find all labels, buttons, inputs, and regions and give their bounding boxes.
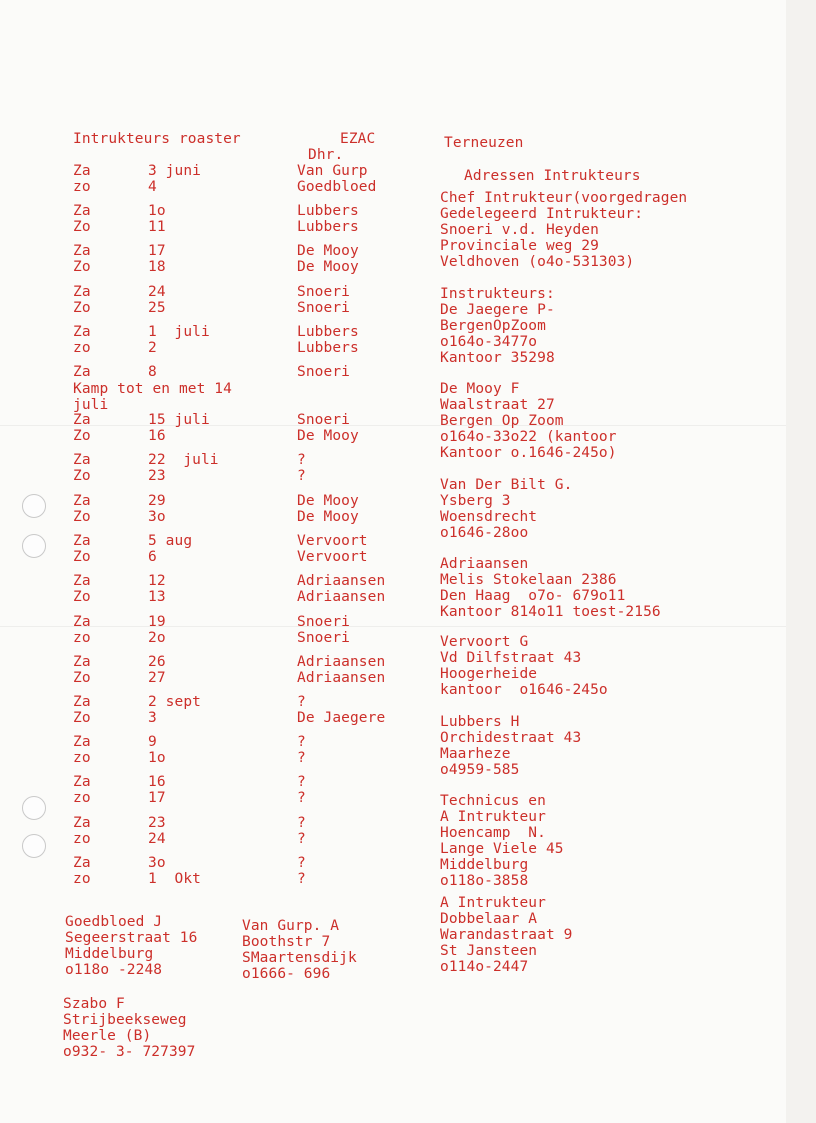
instructor-dobbelaar-block-line: o114o-2447 [440, 959, 529, 975]
schedule-day: Za [73, 855, 91, 871]
schedule-day: Za [73, 694, 91, 710]
schedule-day: zo [73, 871, 91, 887]
schedule-instructor: De Mooy [297, 243, 359, 259]
schedule-instructor: Snoeri [297, 364, 350, 380]
schedule-date: 23 [148, 468, 166, 484]
schedule-day: zo [73, 790, 91, 806]
schedule-day: Za [73, 493, 91, 509]
technician-hoencamp-block-line: Lange Viele 45 [440, 841, 564, 857]
address-szabo-line: Strijbeekseweg [63, 1012, 187, 1028]
instructor-van-der-bilt-block-line: Van Der Bilt G. [440, 477, 573, 493]
instructor-de-jaegere-block-line: Instrukteurs: [440, 286, 555, 302]
schedule-date: 23 [148, 815, 166, 831]
schedule-day: zo [73, 630, 91, 646]
instructor-de-jaegere-block-line: o164o-3477o [440, 334, 538, 350]
schedule-date: 15 juli [148, 412, 210, 428]
schedule-day: Zo [73, 710, 91, 726]
instructor-dobbelaar-block-line: A Intrukteur [440, 895, 546, 911]
chief-instructor-block-line: Snoeri v.d. Heyden [440, 222, 599, 238]
schedule-day: Za [73, 284, 91, 300]
schedule-day: Za [73, 734, 91, 750]
instructor-dobbelaar-block-line: Dobbelaar A [440, 911, 538, 927]
schedule-day: Zo [73, 300, 91, 316]
schedule-date: 9 [148, 734, 157, 750]
schedule-instructor: De Mooy [297, 493, 359, 509]
location: Terneuzen [444, 135, 524, 151]
schedule-day: Zo [73, 259, 91, 275]
schedule-instructor: Adriaansen [297, 573, 386, 589]
schedule-instructor: Snoeri [297, 284, 350, 300]
punch-hole [22, 494, 46, 518]
instructor-adriaansen-block-line: Kantoor 814o11 toest-2156 [440, 604, 661, 620]
schedule-instructor: De Mooy [297, 259, 359, 275]
schedule-day: Za [73, 452, 91, 468]
instructor-dobbelaar-block-line: Warandastraat 9 [440, 927, 573, 943]
schedule-instructor: Snoeri [297, 300, 350, 316]
schedule-date: 2 [148, 340, 157, 356]
schedule-instructor: Snoeri [297, 614, 350, 630]
schedule-day: Za [73, 364, 91, 380]
schedule-date: 16 [148, 774, 166, 790]
schedule-day: Zo [73, 670, 91, 686]
kamp-note-line: Kamp tot en met 14 [73, 381, 232, 397]
schedule-date: 3o [148, 509, 166, 525]
punch-hole [22, 834, 46, 858]
schedule-date: 24 [148, 284, 166, 300]
schedule-instructor: De Mooy [297, 509, 359, 525]
schedule-instructor: ? [297, 694, 306, 710]
instructor-de-mooy-block-line: Waalstraat 27 [440, 397, 555, 413]
schedule-date: 16 [148, 428, 166, 444]
schedule-day: Za [73, 324, 91, 340]
kamp-note-line: juli [73, 397, 109, 413]
technician-hoencamp-block-line: A Intrukteur [440, 809, 546, 825]
schedule-day: zo [73, 750, 91, 766]
technician-hoencamp-block-line: Hoencamp N. [440, 825, 546, 841]
schedule-date: 11 [148, 219, 166, 235]
address-van-gurp-line: Boothstr 7 [242, 934, 331, 950]
instructor-lubbers-block-line: Orchidestraat 43 [440, 730, 582, 746]
instructor-vervoort-block-line: Vervoort G [440, 634, 529, 650]
schedule-instructor: Goedbloed [297, 179, 377, 195]
technician-hoencamp-block-line: o118o-3858 [440, 873, 529, 889]
schedule-date: 2o [148, 630, 166, 646]
schedule-instructor: Adriaansen [297, 589, 386, 605]
address-van-gurp-line: SMaartensdijk [242, 950, 357, 966]
schedule-instructor: Snoeri [297, 630, 350, 646]
instructor-de-mooy-block-line: o164o-33o22 (kantoor [440, 429, 617, 445]
schedule-date: 26 [148, 654, 166, 670]
schedule-date: 8 [148, 364, 157, 380]
dhr-label: Dhr. [308, 147, 344, 163]
instructor-de-mooy-block-line: Kantoor o.1646-245o) [440, 445, 617, 461]
schedule-date: 3o [148, 855, 166, 871]
schedule-day: Zo [73, 468, 91, 484]
schedule-instructor: Lubbers [297, 324, 359, 340]
instructor-de-jaegere-block-line: De Jaegere P- [440, 302, 555, 318]
schedule-day: Za [73, 774, 91, 790]
schedule-instructor: ? [297, 790, 306, 806]
schedule-date: 5 aug [148, 533, 193, 549]
schedule-date: 3 juni [148, 163, 201, 179]
instructor-van-der-bilt-block-line: Woensdrecht [440, 509, 538, 525]
schedule-date: 17 [148, 243, 166, 259]
instructor-vervoort-block-line: Vd Dilfstraat 43 [440, 650, 582, 666]
chief-instructor-block-line: Veldhoven (o4o-531303) [440, 254, 635, 270]
schedule-instructor: ? [297, 831, 306, 847]
instructor-adriaansen-block-line: Den Haag o7o- 679o11 [440, 588, 626, 604]
schedule-date: 27 [148, 670, 166, 686]
address-van-gurp-line: Van Gurp. A [242, 918, 340, 934]
schedule-day: Za [73, 203, 91, 219]
schedule-instructor: De Mooy [297, 428, 359, 444]
instructor-vervoort-block-line: Hoogerheide [440, 666, 538, 682]
schedule-instructor: Lubbers [297, 203, 359, 219]
punch-hole [22, 534, 46, 558]
schedule-instructor: Van Gurp [297, 163, 368, 179]
schedule-date: 17 [148, 790, 166, 806]
instructor-lubbers-block-line: o4959-585 [440, 762, 520, 778]
instructor-de-mooy-block-line: De Mooy F [440, 381, 520, 397]
address-goedbloed-line: Goedbloed J [65, 914, 163, 930]
schedule-instructor: Adriaansen [297, 654, 386, 670]
schedule-day: Za [73, 533, 91, 549]
schedule-instructor: Vervoort [297, 549, 368, 565]
schedule-instructor: De Jaegere [297, 710, 386, 726]
schedule-date: 25 [148, 300, 166, 316]
instructor-de-jaegere-block-line: BergenOpZoom [440, 318, 546, 334]
technician-hoencamp-block-line: Technicus en [440, 793, 546, 809]
schedule-day: Zo [73, 589, 91, 605]
instructor-van-der-bilt-block-line: o1646-28oo [440, 525, 529, 541]
schedule-instructor: ? [297, 452, 306, 468]
schedule-date: 29 [148, 493, 166, 509]
address-goedbloed-line: Middelburg [65, 946, 154, 962]
schedule-instructor: ? [297, 774, 306, 790]
address-szabo-line: Meerle (B) [63, 1028, 152, 1044]
punch-hole [22, 796, 46, 820]
address-goedbloed-line: Segeerstraat 16 [65, 930, 198, 946]
schedule-instructor: ? [297, 734, 306, 750]
instructor-van-der-bilt-block-line: Ysberg 3 [440, 493, 511, 509]
schedule-day: Zo [73, 549, 91, 565]
schedule-instructor: Vervoort [297, 533, 368, 549]
schedule-day: Za [73, 243, 91, 259]
schedule-date: 1 juli [148, 324, 210, 340]
chief-instructor-block-line: Chef Intrukteur(voorgedragen [440, 190, 688, 206]
schedule-instructor: Lubbers [297, 340, 359, 356]
schedule-day: Za [73, 412, 91, 428]
chief-instructor-block-line: Gedelegeerd Intrukteur: [440, 206, 644, 222]
address-szabo-line: o932- 3- 727397 [63, 1044, 196, 1060]
schedule-day: Za [73, 163, 91, 179]
address-szabo-line: Szabo F [63, 996, 125, 1012]
instructor-de-mooy-block-line: Bergen Op Zoom [440, 413, 564, 429]
schedule-day: zo [73, 179, 91, 195]
schedule-day: Za [73, 815, 91, 831]
roster-title: Intrukteurs roaster [73, 131, 241, 147]
schedule-day: Za [73, 614, 91, 630]
schedule-day: Zo [73, 509, 91, 525]
instructor-lubbers-block-line: Maarheze [440, 746, 511, 762]
schedule-instructor: ? [297, 871, 306, 887]
schedule-instructor: Snoeri [297, 412, 350, 428]
instructor-vervoort-block-line: kantoor o1646-245o [440, 682, 608, 698]
schedule-instructor: ? [297, 468, 306, 484]
schedule-date: 12 [148, 573, 166, 589]
schedule-instructor: Adriaansen [297, 670, 386, 686]
schedule-day: Za [73, 654, 91, 670]
schedule-day: Za [73, 573, 91, 589]
schedule-date: 3 [148, 710, 157, 726]
schedule-date: 4 [148, 179, 157, 195]
address-van-gurp-line: o1666- 696 [242, 966, 331, 982]
addresses-heading: Adressen Intrukteurs [464, 168, 641, 184]
technician-hoencamp-block-line: Middelburg [440, 857, 529, 873]
schedule-date: 1 Okt [148, 871, 201, 887]
schedule-instructor: ? [297, 750, 306, 766]
schedule-day: zo [73, 340, 91, 356]
schedule-date: 13 [148, 589, 166, 605]
fold-line [0, 626, 786, 627]
schedule-day: zo [73, 831, 91, 847]
schedule-date: 6 [148, 549, 157, 565]
schedule-date: 2 sept [148, 694, 201, 710]
schedule-instructor: ? [297, 855, 306, 871]
instructor-dobbelaar-block-line: St Jansteen [440, 943, 538, 959]
instructor-adriaansen-block-line: Adriaansen [440, 556, 529, 572]
instructor-de-jaegere-block-line: Kantoor 35298 [440, 350, 555, 366]
schedule-date: 24 [148, 831, 166, 847]
schedule-date: 1o [148, 750, 166, 766]
club-name: EZAC [340, 131, 376, 147]
address-goedbloed-line: o118o -2248 [65, 962, 163, 978]
chief-instructor-block-line: Provinciale weg 29 [440, 238, 599, 254]
schedule-day: Zo [73, 219, 91, 235]
schedule-day: Zo [73, 428, 91, 444]
schedule-date: 1o [148, 203, 166, 219]
schedule-date: 19 [148, 614, 166, 630]
schedule-instructor: ? [297, 815, 306, 831]
instructor-lubbers-block-line: Lubbers H [440, 714, 520, 730]
instructor-adriaansen-block-line: Melis Stokelaan 2386 [440, 572, 617, 588]
schedule-date: 18 [148, 259, 166, 275]
fold-line [0, 425, 786, 426]
schedule-instructor: Lubbers [297, 219, 359, 235]
schedule-date: 22 juli [148, 452, 219, 468]
